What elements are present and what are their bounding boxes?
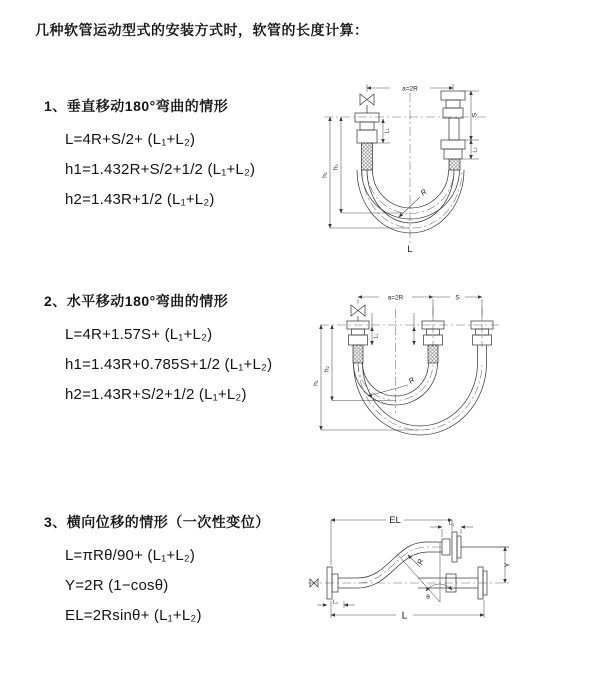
dim-label-el: EL [389,515,401,526]
braided-hose [449,159,460,170]
dim-label-h2: h₂ [332,163,340,171]
dim-label-l1-bottom: L₁ [333,599,338,606]
diagram-lateral-displacement [300,505,590,645]
dim-label-s: S [455,294,460,302]
valve-icon [360,94,374,113]
angle-label: θ [426,594,430,601]
formula-h2: h2=1.43R+S/2+1/2 (L₁+L₂) [65,386,247,403]
braided-hose [428,345,438,363]
dim-l1-top [430,527,473,537]
section-1-heading: 1、垂直移动180°弯曲的情形 [44,98,229,114]
formula-l: L=4R+S/2+ (L₁+L₂) [65,131,196,148]
dim-label-l1: L₁ [373,333,380,339]
dim-label-l: L [401,609,408,622]
radius-label: R [418,187,429,198]
formula-el: EL=2Rsinθ+ (L₁+L₂) [65,607,202,624]
radius-leader [368,385,408,396]
formula-l: L=4R+1.57S+ (L₁+L₂) [65,326,213,343]
valve-icon [351,305,365,321]
formula-y: Y=2R (1−cosθ) [65,577,169,594]
diagram-horizontal-180-bend [310,285,590,445]
dim-label-l2: L₂ [472,147,479,153]
section-1-formulas [44,125,309,215]
braided-hose [353,345,363,363]
dim-label-h1: h₁ [321,172,329,178]
radius-label: R [415,557,426,566]
right-fitting [441,91,465,170]
hose-position-1 [362,170,460,219]
dim-label-l1: L₁ [384,128,391,134]
dim-label-h2: h₂ [323,365,331,373]
diagram-vertical-180-bend [310,75,580,255]
left-fitting [347,321,369,363]
formula-h1: h1=1.43R+0.785S+1/2 (L₁+L₂) [65,356,273,373]
formula-l: L=πRθ/90+ (L₁+L₂) [65,547,196,564]
left-fitting [355,113,379,170]
braided-hose [362,143,373,170]
dim-label-l1-top: L₁ [449,521,454,527]
section-lateral-displacement [44,512,309,631]
section-vertical-180 [44,96,309,215]
dim-l [331,600,484,618]
hose-s-curve [358,542,442,588]
formula-h2: h2=1.43R+1/2 (L₁+L₂) [65,191,215,208]
section-2-heading: 2、水平移动180°弯曲的情形 [44,293,229,309]
section-2-formulas [44,320,309,410]
dim-label-y: Y [502,562,512,568]
section-3-heading: 3、横向位移的情形（一次性变位） [44,514,270,530]
length-label: L [407,244,413,255]
dim-h1 [321,325,420,430]
section-3-formulas [44,541,309,631]
formula-h1: h1=1.432R+S/2+1/2 (L₁+L₂) [65,161,256,178]
dim-label-h1: h₁ [312,380,320,386]
page-title: 几种软管运动型式的安装方式时，软管的长度计算： [35,22,369,38]
dim-label-a2r: a=2R [402,85,418,93]
section-horizontal-180 [44,291,309,410]
radius-label: R [406,375,417,386]
dim-label-s: S [471,112,479,118]
dim-label-a2r: a=2R [387,294,404,302]
top-right-flange [442,532,509,562]
